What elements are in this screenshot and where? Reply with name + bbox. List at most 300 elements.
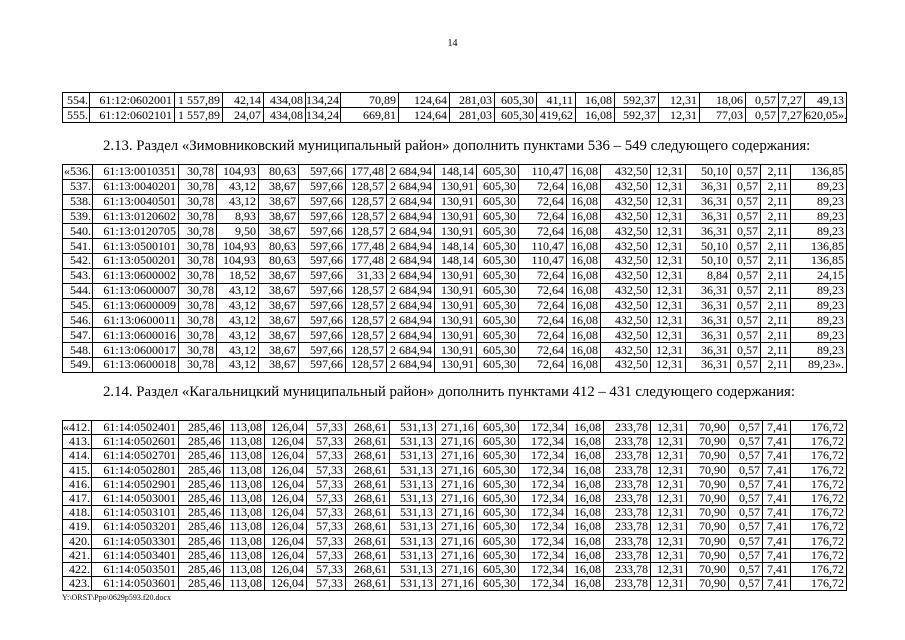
- value-cell: 104,93: [217, 254, 259, 269]
- value-cell: 172,34: [519, 548, 567, 562]
- value-cell: 0,57: [729, 548, 763, 562]
- value-cell: 16,08: [567, 449, 604, 463]
- value-cell: 36,31: [686, 283, 731, 298]
- value-cell: 7,27: [779, 93, 805, 108]
- table-body: [63, 93, 847, 123]
- value-cell: 16,08: [567, 268, 601, 283]
- table-row: [63, 268, 847, 283]
- value-cell: 49,13: [805, 93, 847, 108]
- row-number-cell: 540.: [63, 224, 93, 239]
- value-cell: 176,72: [791, 449, 847, 463]
- value-cell: 43,12: [217, 298, 259, 313]
- value-cell: 176,72: [791, 421, 847, 435]
- value-cell: 50,10: [686, 165, 731, 180]
- value-cell: 113,08: [224, 421, 265, 435]
- value-cell: 0,57: [729, 463, 763, 477]
- value-cell: 36,31: [686, 357, 731, 372]
- value-cell: 605,30: [477, 298, 519, 313]
- value-cell: 7,41: [763, 506, 791, 520]
- value-cell: 271,16: [436, 562, 477, 576]
- value-cell: 172,34: [519, 477, 567, 491]
- value-cell: 597,66: [299, 343, 346, 358]
- value-cell: 30,78: [179, 209, 217, 224]
- cadastral-number-cell: 61:14:0503401: [92, 548, 179, 562]
- value-cell: 113,08: [224, 577, 265, 591]
- value-cell: 531,13: [390, 421, 436, 435]
- value-cell: 57,33: [307, 534, 346, 548]
- row-number-cell: 549.: [63, 357, 93, 372]
- table-row: [63, 562, 847, 576]
- value-cell: 126,04: [265, 421, 307, 435]
- value-cell: 0,57: [729, 477, 763, 491]
- value-cell: 16,08: [567, 194, 601, 209]
- value-cell: 50,10: [686, 239, 731, 254]
- value-cell: 271,16: [436, 548, 477, 562]
- value-cell: 12,31: [651, 179, 686, 194]
- value-cell: 233,78: [604, 491, 651, 505]
- value-cell: 57,33: [307, 449, 346, 463]
- value-cell: 605,30: [495, 108, 537, 123]
- value-cell: 0,57: [729, 506, 763, 520]
- value-cell: 0,57: [731, 313, 761, 328]
- value-cell: 0,57: [746, 108, 779, 123]
- value-cell: 176,72: [791, 534, 847, 548]
- value-cell: 30,78: [179, 313, 217, 328]
- value-cell: 233,78: [604, 463, 651, 477]
- value-cell: 89,23: [791, 328, 847, 343]
- value-cell: 7,41: [763, 435, 791, 449]
- value-cell: 605,30: [477, 548, 519, 562]
- value-cell: 2 684,94: [387, 357, 435, 372]
- value-cell: 57,33: [307, 577, 346, 591]
- value-cell: 89,23: [791, 313, 847, 328]
- value-cell: 2,11: [761, 343, 791, 358]
- value-cell: 16,08: [567, 209, 601, 224]
- value-cell: 605,30: [477, 239, 519, 254]
- value-cell: 12,31: [651, 165, 686, 180]
- value-cell: 233,78: [604, 506, 651, 520]
- value-cell: 176,72: [791, 491, 847, 505]
- value-cell: 113,08: [224, 477, 265, 491]
- value-cell: 72,64: [519, 298, 567, 313]
- value-cell: 80,63: [259, 165, 299, 180]
- cadastral-number-cell: 61:14:0503601: [92, 577, 179, 591]
- value-cell: 16,08: [567, 343, 601, 358]
- value-cell: 70,90: [687, 421, 729, 435]
- table-row: [63, 239, 847, 254]
- section-heading: 2.14. Раздел «Кагальницкий муниципальный район» дополнить пунктами 412 – 431 следующего содержания:: [103, 384, 795, 400]
- value-cell: 0,57: [729, 520, 763, 534]
- value-cell: 0,57: [746, 93, 779, 108]
- value-cell: 12,31: [651, 194, 686, 209]
- value-cell: 12,31: [651, 283, 686, 298]
- value-cell: 177,48: [346, 165, 387, 180]
- value-cell: 434,08: [264, 108, 306, 123]
- value-cell: 124,64: [399, 108, 450, 123]
- value-cell: 126,04: [265, 520, 307, 534]
- row-number-cell: 418.: [63, 506, 92, 520]
- value-cell: 57,33: [307, 477, 346, 491]
- value-cell: 531,13: [390, 506, 436, 520]
- value-cell: 16,08: [567, 506, 604, 520]
- value-cell: 128,57: [346, 224, 387, 239]
- value-cell: 70,90: [687, 449, 729, 463]
- value-cell: 126,04: [265, 463, 307, 477]
- value-cell: 268,61: [346, 491, 390, 505]
- value-cell: 0,57: [731, 239, 761, 254]
- value-cell: 16,08: [567, 165, 601, 180]
- value-cell: 268,61: [346, 477, 390, 491]
- table-body: [63, 421, 847, 591]
- value-cell: 148,14: [435, 239, 477, 254]
- value-cell: 110,47: [519, 254, 567, 269]
- value-cell: 12,31: [651, 562, 687, 576]
- value-cell: 130,91: [435, 343, 477, 358]
- value-cell: 271,16: [436, 463, 477, 477]
- value-cell: 233,78: [604, 548, 651, 562]
- value-cell: 531,13: [390, 477, 436, 491]
- table-row: [63, 548, 847, 562]
- value-cell: 605,30: [477, 506, 519, 520]
- value-cell: 597,66: [299, 224, 346, 239]
- value-cell: 110,47: [519, 165, 567, 180]
- cadastral-number-cell: 61:14:0503301: [92, 534, 179, 548]
- value-cell: 30,78: [179, 224, 217, 239]
- value-cell: 30,78: [179, 165, 217, 180]
- value-cell: 176,72: [791, 477, 847, 491]
- value-cell: 70,90: [687, 562, 729, 576]
- value-cell: 136,85: [791, 239, 847, 254]
- value-cell: 281,03: [450, 93, 495, 108]
- value-cell: 43,12: [217, 328, 259, 343]
- value-cell: 130,91: [435, 179, 477, 194]
- value-cell: 597,66: [299, 298, 346, 313]
- value-cell: 77,03: [700, 108, 746, 123]
- value-cell: 7,27: [779, 108, 805, 123]
- value-cell: 176,72: [791, 520, 847, 534]
- value-cell: 605,30: [477, 343, 519, 358]
- row-number-cell: 546.: [63, 313, 93, 328]
- value-cell: 16,08: [567, 254, 601, 269]
- value-cell: 12,31: [651, 449, 687, 463]
- value-cell: 113,08: [224, 463, 265, 477]
- value-cell: 2 684,94: [387, 298, 435, 313]
- value-cell: 531,13: [390, 548, 436, 562]
- value-cell: 130,91: [435, 328, 477, 343]
- table-row: [63, 520, 847, 534]
- cadastral-number-cell: 61:13:0120705: [93, 224, 179, 239]
- value-cell: 285,46: [179, 520, 224, 534]
- data-table: [62, 420, 847, 591]
- table-row: [63, 194, 847, 209]
- value-cell: 172,34: [519, 449, 567, 463]
- value-cell: 0,57: [729, 491, 763, 505]
- value-cell: 72,64: [519, 357, 567, 372]
- value-cell: 130,91: [435, 209, 477, 224]
- value-cell: 0,57: [731, 268, 761, 283]
- value-cell: 128,57: [346, 298, 387, 313]
- value-cell: 432,50: [601, 194, 651, 209]
- cadastral-number-cell: 61:13:0120602: [93, 209, 179, 224]
- value-cell: 7,41: [763, 534, 791, 548]
- row-number-cell: 554.: [63, 93, 90, 108]
- cadastral-number-cell: 61:14:0502801: [92, 463, 179, 477]
- value-cell: 2,11: [761, 298, 791, 313]
- value-cell: 43,12: [217, 283, 259, 298]
- cadastral-number-cell: 61:13:0040201: [93, 179, 179, 194]
- value-cell: 148,14: [435, 165, 477, 180]
- value-cell: 597,66: [299, 239, 346, 254]
- value-cell: 130,91: [435, 313, 477, 328]
- table-row: [63, 254, 847, 269]
- value-cell: 126,04: [265, 562, 307, 576]
- value-cell: 30,78: [179, 343, 217, 358]
- value-cell: 268,61: [346, 520, 390, 534]
- value-cell: 126,04: [265, 449, 307, 463]
- value-cell: 620,05».: [805, 107, 847, 122]
- value-cell: 2 684,94: [387, 313, 435, 328]
- cadastral-number-cell: 61:13:0500201: [93, 254, 179, 269]
- value-cell: 30,78: [179, 357, 217, 372]
- value-cell: 2,11: [761, 209, 791, 224]
- cadastral-number-cell: 61:14:0503501: [92, 562, 179, 576]
- value-cell: 531,13: [390, 520, 436, 534]
- value-cell: 70,90: [687, 477, 729, 491]
- value-cell: 38,67: [259, 283, 299, 298]
- value-cell: 531,13: [390, 449, 436, 463]
- row-number-cell: 542.: [63, 254, 93, 269]
- value-cell: 233,78: [604, 520, 651, 534]
- value-cell: 597,66: [299, 209, 346, 224]
- value-cell: 70,90: [687, 435, 729, 449]
- value-cell: 16,08: [567, 463, 604, 477]
- value-cell: 176,72: [791, 577, 847, 591]
- value-cell: 12,31: [651, 239, 686, 254]
- value-cell: 136,85: [791, 165, 847, 180]
- value-cell: 285,46: [179, 421, 224, 435]
- value-cell: 72,64: [519, 283, 567, 298]
- value-cell: 70,90: [687, 491, 729, 505]
- value-cell: 605,30: [477, 421, 519, 435]
- table-row: [63, 357, 847, 372]
- value-cell: 233,78: [604, 477, 651, 491]
- row-number-cell: 421.: [63, 548, 92, 562]
- table-row: [63, 421, 847, 435]
- value-cell: 268,61: [346, 562, 390, 576]
- value-cell: 605,30: [477, 491, 519, 505]
- value-cell: 16,08: [567, 435, 604, 449]
- value-cell: 16,08: [567, 520, 604, 534]
- value-cell: 57,33: [307, 548, 346, 562]
- value-cell: 12,31: [651, 224, 686, 239]
- value-cell: 12,31: [651, 520, 687, 534]
- value-cell: 12,31: [651, 491, 687, 505]
- value-cell: 113,08: [224, 534, 265, 548]
- row-number-cell: 422.: [63, 562, 92, 576]
- value-cell: 113,08: [224, 562, 265, 576]
- value-cell: 432,50: [601, 268, 651, 283]
- value-cell: 43,12: [217, 357, 259, 372]
- value-cell: 128,57: [346, 343, 387, 358]
- value-cell: 12,31: [651, 548, 687, 562]
- value-cell: 57,33: [307, 421, 346, 435]
- value-cell: 271,16: [436, 520, 477, 534]
- value-cell: 89,23».: [791, 357, 847, 372]
- table-row: [63, 506, 847, 520]
- value-cell: 172,34: [519, 491, 567, 505]
- value-cell: 130,91: [435, 224, 477, 239]
- value-cell: 285,46: [179, 534, 224, 548]
- table-row: [63, 93, 847, 108]
- value-cell: 531,13: [390, 491, 436, 505]
- value-cell: 2 684,94: [387, 283, 435, 298]
- value-cell: 30,78: [179, 179, 217, 194]
- value-cell: 0,57: [731, 254, 761, 269]
- data-table: [62, 92, 847, 123]
- value-cell: 38,67: [259, 313, 299, 328]
- value-cell: 57,33: [307, 562, 346, 576]
- value-cell: 72,64: [519, 194, 567, 209]
- value-cell: 531,13: [390, 463, 436, 477]
- value-cell: 38,67: [259, 298, 299, 313]
- value-cell: 669,81: [341, 108, 399, 123]
- cadastral-number-cell: 61:14:0502901: [92, 477, 179, 491]
- value-cell: 2,11: [761, 224, 791, 239]
- value-cell: 233,78: [604, 421, 651, 435]
- value-cell: 0,57: [729, 435, 763, 449]
- value-cell: 0,57: [731, 224, 761, 239]
- value-cell: 531,13: [390, 562, 436, 576]
- value-cell: 268,61: [346, 534, 390, 548]
- value-cell: 432,50: [601, 328, 651, 343]
- value-cell: 2 684,94: [387, 224, 435, 239]
- value-cell: 0,57: [729, 577, 763, 591]
- value-cell: 7,41: [763, 491, 791, 505]
- value-cell: 434,08: [264, 93, 306, 108]
- value-cell: 110,47: [519, 239, 567, 254]
- cadastral-number-cell: 61:12:0602101: [90, 108, 175, 123]
- value-cell: 2 684,94: [387, 239, 435, 254]
- value-cell: 36,31: [686, 313, 731, 328]
- value-cell: 2 684,94: [387, 268, 435, 283]
- row-number-cell: 545.: [63, 298, 93, 313]
- value-cell: 233,78: [604, 449, 651, 463]
- table-body: [63, 165, 847, 373]
- value-cell: 271,16: [436, 449, 477, 463]
- value-cell: 30,78: [179, 298, 217, 313]
- value-cell: 136,85: [791, 254, 847, 269]
- value-cell: 128,57: [346, 283, 387, 298]
- value-cell: 128,57: [346, 357, 387, 372]
- value-cell: 605,30: [477, 477, 519, 491]
- value-cell: 605,30: [477, 268, 519, 283]
- value-cell: 130,91: [435, 268, 477, 283]
- value-cell: 16,08: [567, 328, 601, 343]
- value-cell: 0,57: [729, 562, 763, 576]
- value-cell: 80,63: [259, 239, 299, 254]
- value-cell: 172,34: [519, 421, 567, 435]
- value-cell: 38,67: [259, 343, 299, 358]
- value-cell: 128,57: [346, 194, 387, 209]
- value-cell: 432,50: [601, 165, 651, 180]
- value-cell: 7,41: [763, 520, 791, 534]
- value-cell: 7,41: [763, 562, 791, 576]
- value-cell: 605,30: [477, 179, 519, 194]
- value-cell: 2,11: [761, 194, 791, 209]
- value-cell: 80,63: [259, 254, 299, 269]
- value-cell: 2,11: [761, 328, 791, 343]
- value-cell: 18,06: [700, 93, 746, 108]
- value-cell: 2 684,94: [387, 194, 435, 209]
- value-cell: 172,34: [519, 506, 567, 520]
- value-cell: 12,31: [651, 268, 686, 283]
- value-cell: 41,11: [537, 93, 576, 108]
- value-cell: 43,12: [217, 313, 259, 328]
- value-cell: 597,66: [299, 165, 346, 180]
- value-cell: 0,57: [731, 209, 761, 224]
- value-cell: 16,08: [576, 108, 615, 123]
- table-row: [63, 298, 847, 313]
- value-cell: 36,31: [686, 194, 731, 209]
- value-cell: 2,11: [761, 357, 791, 372]
- value-cell: 38,67: [259, 194, 299, 209]
- cadastral-number-cell: 61:14:0502701: [92, 449, 179, 463]
- value-cell: 12,31: [651, 506, 687, 520]
- value-cell: 126,04: [265, 477, 307, 491]
- table-row: [63, 209, 847, 224]
- value-cell: 113,08: [224, 548, 265, 562]
- row-number-cell: 423.: [63, 577, 92, 591]
- row-number-cell: 413.: [63, 435, 92, 449]
- value-cell: 172,34: [519, 435, 567, 449]
- value-cell: 7,41: [763, 421, 791, 435]
- value-cell: 126,04: [265, 506, 307, 520]
- row-number-cell: 417.: [63, 491, 92, 505]
- row-number-cell: 537.: [63, 179, 93, 194]
- value-cell: 432,50: [601, 179, 651, 194]
- row-number-cell: 548.: [63, 343, 93, 358]
- value-cell: 285,46: [179, 562, 224, 576]
- value-cell: 72,64: [519, 224, 567, 239]
- value-cell: 72,64: [519, 179, 567, 194]
- value-cell: 134,24: [306, 107, 339, 122]
- value-cell: 605,30: [477, 435, 519, 449]
- value-cell: 16,08: [567, 491, 604, 505]
- value-cell: 2 684,94: [387, 209, 435, 224]
- row-number-cell: 415.: [63, 463, 92, 477]
- value-cell: 130,91: [435, 283, 477, 298]
- value-cell: 597,66: [299, 328, 346, 343]
- value-cell: 531,13: [390, 534, 436, 548]
- value-cell: 285,46: [179, 449, 224, 463]
- table-row: [63, 491, 847, 505]
- value-cell: 285,46: [179, 577, 224, 591]
- value-cell: 233,78: [604, 562, 651, 576]
- value-cell: 176,72: [791, 506, 847, 520]
- table-row: [63, 463, 847, 477]
- value-cell: 2,11: [761, 283, 791, 298]
- table-row: [63, 435, 847, 449]
- value-cell: 8,84: [686, 268, 731, 283]
- value-cell: 597,66: [299, 254, 346, 269]
- value-cell: 605,30: [477, 577, 519, 591]
- value-cell: 12,31: [651, 254, 686, 269]
- value-cell: 43,12: [217, 194, 259, 209]
- value-cell: 592,37: [615, 93, 659, 108]
- cadastral-number-cell: 61:14:0502601: [92, 435, 179, 449]
- data-table: [62, 164, 847, 373]
- value-cell: 16,08: [567, 357, 601, 372]
